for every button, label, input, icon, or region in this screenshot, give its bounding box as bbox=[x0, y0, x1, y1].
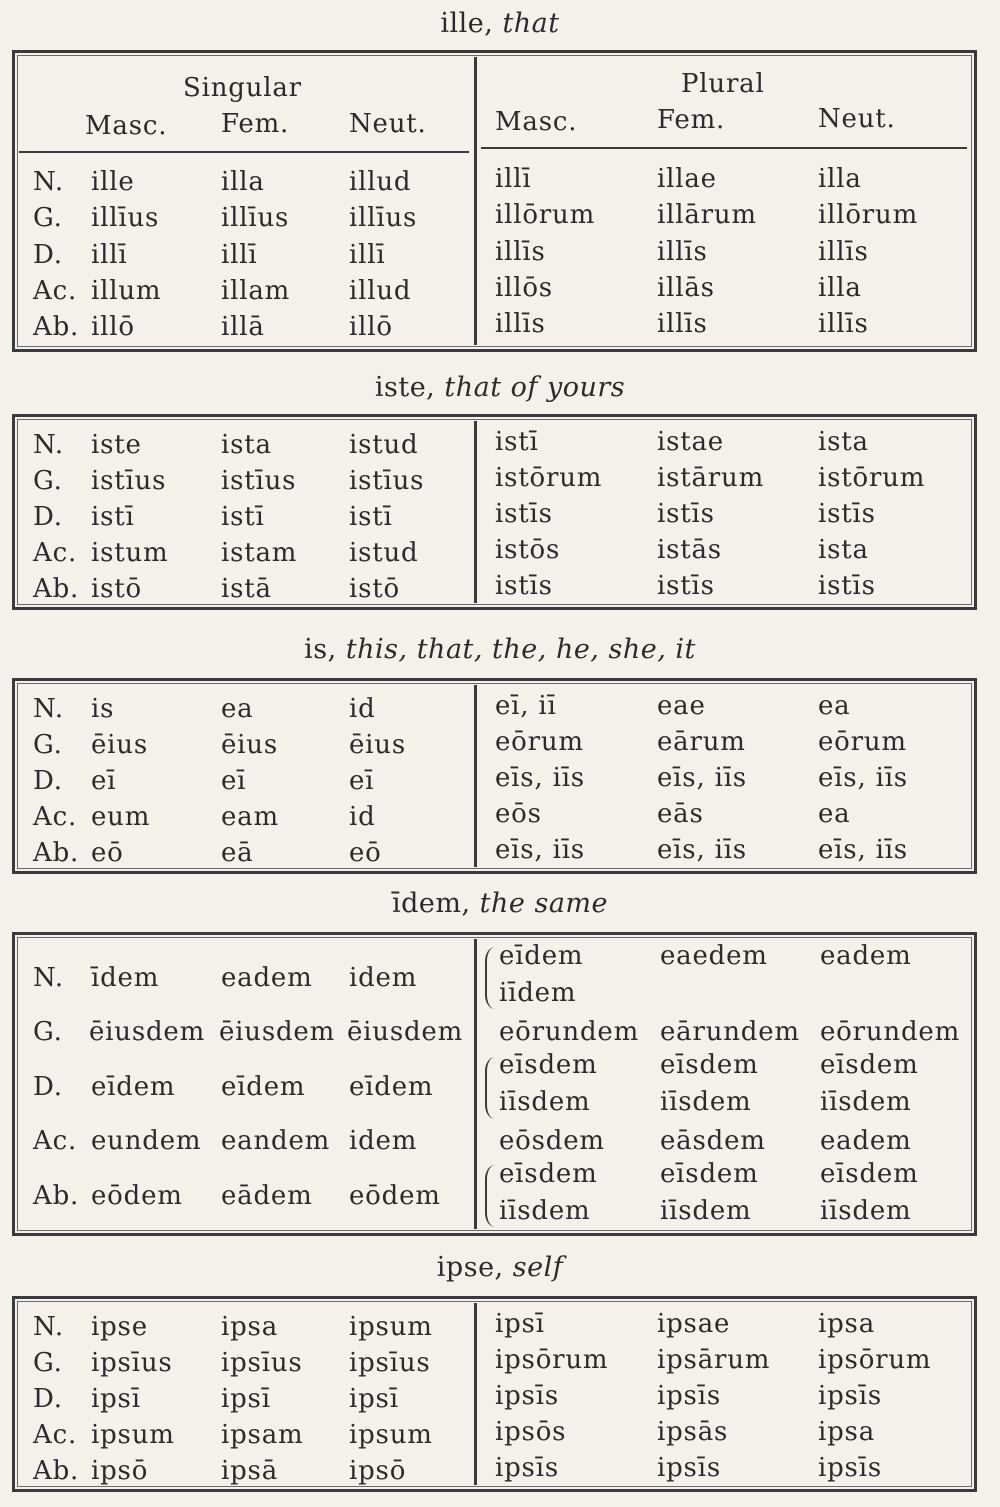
form-cell: ea bbox=[818, 799, 851, 829]
form-cell: eae bbox=[657, 691, 706, 721]
title-meaning: the same bbox=[479, 888, 609, 919]
form-cell: eō bbox=[349, 838, 382, 868]
plural-form-cell: iīsdem bbox=[820, 1087, 912, 1117]
form-cell: illī bbox=[495, 164, 532, 194]
title-word: is, bbox=[304, 634, 337, 665]
header-rule bbox=[481, 147, 967, 149]
form-cell: ea bbox=[818, 691, 851, 721]
form-cell: ipsī bbox=[221, 1384, 271, 1414]
form-cell: istōs bbox=[495, 535, 561, 565]
form-cell: eārum bbox=[657, 727, 746, 757]
declension-table-ipse bbox=[12, 1296, 977, 1492]
form-cell: illōs bbox=[495, 273, 553, 303]
form-cell: eōs bbox=[495, 799, 542, 829]
form-cell: ipsīus bbox=[349, 1348, 431, 1378]
form-cell: istīus bbox=[221, 466, 297, 496]
title-meaning: self bbox=[512, 1252, 564, 1283]
form-cell: eīdem bbox=[91, 1072, 176, 1102]
form-cell: illīs bbox=[818, 237, 869, 267]
form-cell: illa bbox=[818, 273, 862, 303]
form-cell: ipsum bbox=[349, 1312, 433, 1342]
form-cell: ipsīus bbox=[221, 1348, 303, 1378]
form-cell: illum bbox=[91, 276, 162, 306]
form-cell: ipsī bbox=[349, 1384, 399, 1414]
form-cell: ipsōrum bbox=[495, 1345, 609, 1375]
form-cell: istīus bbox=[349, 466, 425, 496]
form-cell: ipsīs bbox=[818, 1381, 882, 1411]
form-cell: eō bbox=[91, 838, 124, 868]
form-cell: idem bbox=[349, 963, 418, 993]
form-cell: ipsās bbox=[657, 1417, 729, 1447]
form-cell: id bbox=[349, 802, 376, 832]
form-cell: ipsam bbox=[221, 1420, 304, 1450]
form-cell: istīs bbox=[495, 499, 553, 529]
form-cell: eīs, iīs bbox=[657, 835, 747, 865]
plural-form-cell: iīsdem bbox=[820, 1196, 912, 1226]
form-cell: eundem bbox=[91, 1126, 202, 1156]
form-cell: illās bbox=[657, 273, 715, 303]
form-cell: ipsīus bbox=[91, 1348, 173, 1378]
title-word: īdem, bbox=[391, 888, 471, 919]
form-cell: eīs, iīs bbox=[818, 835, 908, 865]
form-cell: istae bbox=[657, 427, 724, 457]
form-cell: illīus bbox=[349, 203, 418, 233]
plural-form-cell: eīsdem bbox=[820, 1050, 919, 1080]
form-cell: ipsīs bbox=[495, 1453, 559, 1483]
form-cell: ipsum bbox=[349, 1420, 433, 1450]
form-cell: ipsīs bbox=[495, 1381, 559, 1411]
case-label: Ab. bbox=[33, 1181, 80, 1211]
form-cell: eī bbox=[349, 766, 375, 796]
form-cell: ista bbox=[818, 535, 869, 565]
brace bbox=[485, 947, 497, 1009]
form-cell: eī bbox=[91, 766, 117, 796]
form-cell: ille bbox=[91, 167, 135, 197]
form-cell: istō bbox=[349, 574, 400, 604]
form-cell: eī, iī bbox=[495, 691, 557, 721]
form-cell: eandem bbox=[221, 1126, 331, 1156]
form-cell: eā bbox=[221, 838, 254, 868]
form-cell: ipsā bbox=[221, 1456, 279, 1486]
form-cell: ipsī bbox=[495, 1309, 545, 1339]
form-cell: ēius bbox=[349, 730, 406, 760]
plural-form-cell: eīdem bbox=[499, 941, 584, 971]
title-meaning: this, that, the, he, she, it bbox=[345, 634, 696, 665]
form-cell: illīus bbox=[221, 203, 290, 233]
case-label: G. bbox=[33, 466, 63, 496]
form-cell: illīs bbox=[818, 309, 869, 339]
form-cell: eās bbox=[657, 799, 704, 829]
form-cell: ipsa bbox=[818, 1309, 876, 1339]
plural-form-cell: eārundem bbox=[660, 1017, 800, 1047]
plural-form-cell: eīsdem bbox=[660, 1050, 759, 1080]
form-cell: illae bbox=[657, 164, 717, 194]
form-cell: istōrum bbox=[818, 463, 926, 493]
form-cell: eīs, iīs bbox=[495, 763, 585, 793]
header-masc: Masc. bbox=[85, 111, 168, 141]
form-cell: idem bbox=[349, 1126, 418, 1156]
declension-table-iste bbox=[12, 414, 977, 610]
plural-form-cell: iīsdem bbox=[499, 1087, 591, 1117]
plural-form-cell: eōsdem bbox=[499, 1126, 605, 1156]
header-fem: Fem. bbox=[221, 109, 290, 139]
form-cell: iste bbox=[91, 430, 142, 460]
plural-form-cell: eaedem bbox=[660, 941, 768, 971]
case-label: N. bbox=[33, 694, 64, 724]
form-cell: illō bbox=[349, 312, 393, 342]
form-cell: eōdem bbox=[91, 1181, 183, 1211]
plural-header: Plural bbox=[681, 69, 765, 99]
form-cell: illīs bbox=[495, 309, 546, 339]
declension-table-idem bbox=[12, 932, 977, 1236]
form-cell: istī bbox=[495, 427, 539, 457]
form-cell: illīus bbox=[91, 203, 160, 233]
form-cell: ea bbox=[221, 694, 254, 724]
form-cell: illārum bbox=[657, 200, 757, 230]
form-cell: ēiusdem bbox=[89, 1017, 206, 1047]
plural-form-cell: eōrundem bbox=[499, 1017, 640, 1047]
form-cell: eīs, iīs bbox=[495, 835, 585, 865]
case-label: D. bbox=[33, 240, 63, 270]
form-cell: id bbox=[349, 694, 376, 724]
form-cell: eīdem bbox=[349, 1072, 434, 1102]
title-word: iste, bbox=[374, 372, 436, 403]
case-label: Ac. bbox=[33, 1126, 78, 1156]
plural-form-cell: eīsdem bbox=[660, 1159, 759, 1189]
form-cell: istī bbox=[349, 502, 393, 532]
table-title-ille bbox=[0, 8, 1000, 39]
case-label: Ac. bbox=[33, 276, 78, 306]
form-cell: eadem bbox=[221, 963, 313, 993]
case-label: Ab. bbox=[33, 1456, 80, 1486]
case-label: N. bbox=[33, 963, 64, 993]
declension-table-is bbox=[12, 678, 977, 874]
brace bbox=[485, 1165, 497, 1227]
form-cell: eīs, iīs bbox=[657, 763, 747, 793]
form-cell: istīus bbox=[91, 466, 167, 496]
form-cell: illōrum bbox=[818, 200, 919, 230]
column-divider bbox=[474, 1303, 477, 1485]
form-cell: ista bbox=[221, 430, 272, 460]
plural-form-cell: eīsdem bbox=[499, 1159, 598, 1189]
header-rule bbox=[19, 151, 469, 153]
case-label: N. bbox=[33, 167, 64, 197]
form-cell: istās bbox=[657, 535, 722, 565]
form-cell: īdem bbox=[91, 963, 160, 993]
case-label: D. bbox=[33, 1384, 63, 1414]
form-cell: istum bbox=[91, 538, 169, 568]
form-cell: ipsōrum bbox=[818, 1345, 932, 1375]
form-cell: eī bbox=[221, 766, 247, 796]
form-cell: ēius bbox=[221, 730, 278, 760]
form-cell: is bbox=[91, 694, 115, 724]
case-label: Ab. bbox=[33, 312, 80, 342]
form-cell: ipsīs bbox=[657, 1381, 721, 1411]
header-neut: Neut. bbox=[818, 104, 896, 134]
form-cell: ista bbox=[818, 427, 869, 457]
plural-form-cell: iīsdem bbox=[660, 1087, 752, 1117]
form-cell: illam bbox=[221, 276, 291, 306]
form-cell: istīs bbox=[818, 571, 876, 601]
form-cell: ēiusdem bbox=[347, 1017, 464, 1047]
form-cell: ipsae bbox=[657, 1309, 731, 1339]
form-cell: illī bbox=[221, 240, 258, 270]
table-title-ipse bbox=[0, 1252, 1000, 1283]
form-cell: istō bbox=[91, 574, 142, 604]
plural-form-cell: eīsdem bbox=[499, 1050, 598, 1080]
case-label: G. bbox=[33, 203, 63, 233]
form-cell: ipsī bbox=[91, 1384, 141, 1414]
form-cell: illōrum bbox=[495, 200, 596, 230]
form-cell: ipsōs bbox=[495, 1417, 567, 1447]
case-label: D. bbox=[33, 766, 63, 796]
column-divider bbox=[474, 939, 477, 1229]
form-cell: eam bbox=[221, 802, 279, 832]
title-meaning: that bbox=[502, 8, 560, 39]
form-cell: illud bbox=[349, 276, 412, 306]
form-cell: istā bbox=[221, 574, 272, 604]
form-cell: istīs bbox=[657, 571, 715, 601]
form-cell: illīs bbox=[495, 237, 546, 267]
table-title-idem bbox=[0, 888, 1000, 919]
declension-table-ille bbox=[12, 50, 977, 352]
form-cell: ipsīs bbox=[818, 1453, 882, 1483]
case-label: G. bbox=[33, 1348, 63, 1378]
form-cell: eōrum bbox=[495, 727, 584, 757]
form-cell: illā bbox=[221, 312, 265, 342]
case-label: Ac. bbox=[33, 538, 78, 568]
case-label: G. bbox=[33, 730, 63, 760]
case-label: N. bbox=[33, 1312, 64, 1342]
form-cell: istud bbox=[349, 538, 419, 568]
form-cell: ipsa bbox=[818, 1417, 876, 1447]
form-cell: illī bbox=[349, 240, 386, 270]
form-cell: istīs bbox=[818, 499, 876, 529]
table-title-is bbox=[0, 634, 1000, 665]
table-title-iste bbox=[0, 372, 1000, 403]
plural-form-cell: eāsdem bbox=[660, 1126, 766, 1156]
form-cell: ipsum bbox=[91, 1420, 175, 1450]
plural-form-cell: eadem bbox=[820, 1126, 912, 1156]
title-word: ipse, bbox=[436, 1252, 504, 1283]
case-label: D. bbox=[33, 1072, 63, 1102]
form-cell: ipsō bbox=[91, 1456, 149, 1486]
case-label: G. bbox=[33, 1017, 63, 1047]
form-cell: eīs, iīs bbox=[818, 763, 908, 793]
singular-header: Singular bbox=[183, 73, 302, 103]
form-cell: istī bbox=[221, 502, 265, 532]
form-cell: illō bbox=[91, 312, 135, 342]
form-cell: eōrum bbox=[818, 727, 907, 757]
form-cell: eādem bbox=[221, 1181, 313, 1211]
form-cell: ipsīs bbox=[657, 1453, 721, 1483]
form-cell: illīs bbox=[657, 237, 708, 267]
column-divider bbox=[474, 57, 477, 345]
plural-form-cell: iīsdem bbox=[499, 1196, 591, 1226]
form-cell: ipsō bbox=[349, 1456, 407, 1486]
header-masc: Masc. bbox=[495, 107, 578, 137]
form-cell: ēius bbox=[91, 730, 148, 760]
form-cell: ēiusdem bbox=[219, 1017, 336, 1047]
form-cell: istī bbox=[91, 502, 135, 532]
header-neut: Neut. bbox=[349, 109, 427, 139]
header-fem: Fem. bbox=[657, 105, 726, 135]
case-label: N. bbox=[33, 430, 64, 460]
form-cell: istam bbox=[221, 538, 298, 568]
plural-form-cell: eōrundem bbox=[820, 1017, 961, 1047]
case-label: Ab. bbox=[33, 574, 80, 604]
form-cell: ipse bbox=[91, 1312, 148, 1342]
plural-form-cell: iīdem bbox=[499, 978, 577, 1008]
form-cell: istōrum bbox=[495, 463, 603, 493]
form-cell: istīs bbox=[657, 499, 715, 529]
form-cell: istud bbox=[349, 430, 419, 460]
form-cell: illī bbox=[91, 240, 128, 270]
case-label: Ab. bbox=[33, 838, 80, 868]
form-cell: illa bbox=[818, 164, 862, 194]
form-cell: illud bbox=[349, 167, 412, 197]
column-divider bbox=[474, 421, 477, 603]
title-meaning: that of yours bbox=[444, 372, 626, 403]
case-label: Ac. bbox=[33, 1420, 78, 1450]
form-cell: istīs bbox=[495, 571, 553, 601]
column-divider bbox=[474, 685, 477, 867]
brace bbox=[485, 1057, 497, 1119]
case-label: Ac. bbox=[33, 802, 78, 832]
plural-form-cell: eadem bbox=[820, 941, 912, 971]
plural-form-cell: eīsdem bbox=[820, 1159, 919, 1189]
form-cell: ipsārum bbox=[657, 1345, 771, 1375]
form-cell: illa bbox=[221, 167, 265, 197]
form-cell: illīs bbox=[657, 309, 708, 339]
form-cell: eīdem bbox=[221, 1072, 306, 1102]
case-label: D. bbox=[33, 502, 63, 532]
title-word: ille, bbox=[440, 8, 494, 39]
form-cell: istārum bbox=[657, 463, 765, 493]
plural-form-cell: iīsdem bbox=[660, 1196, 752, 1226]
form-cell: eōdem bbox=[349, 1181, 441, 1211]
form-cell: ipsa bbox=[221, 1312, 279, 1342]
form-cell: eum bbox=[91, 802, 151, 832]
